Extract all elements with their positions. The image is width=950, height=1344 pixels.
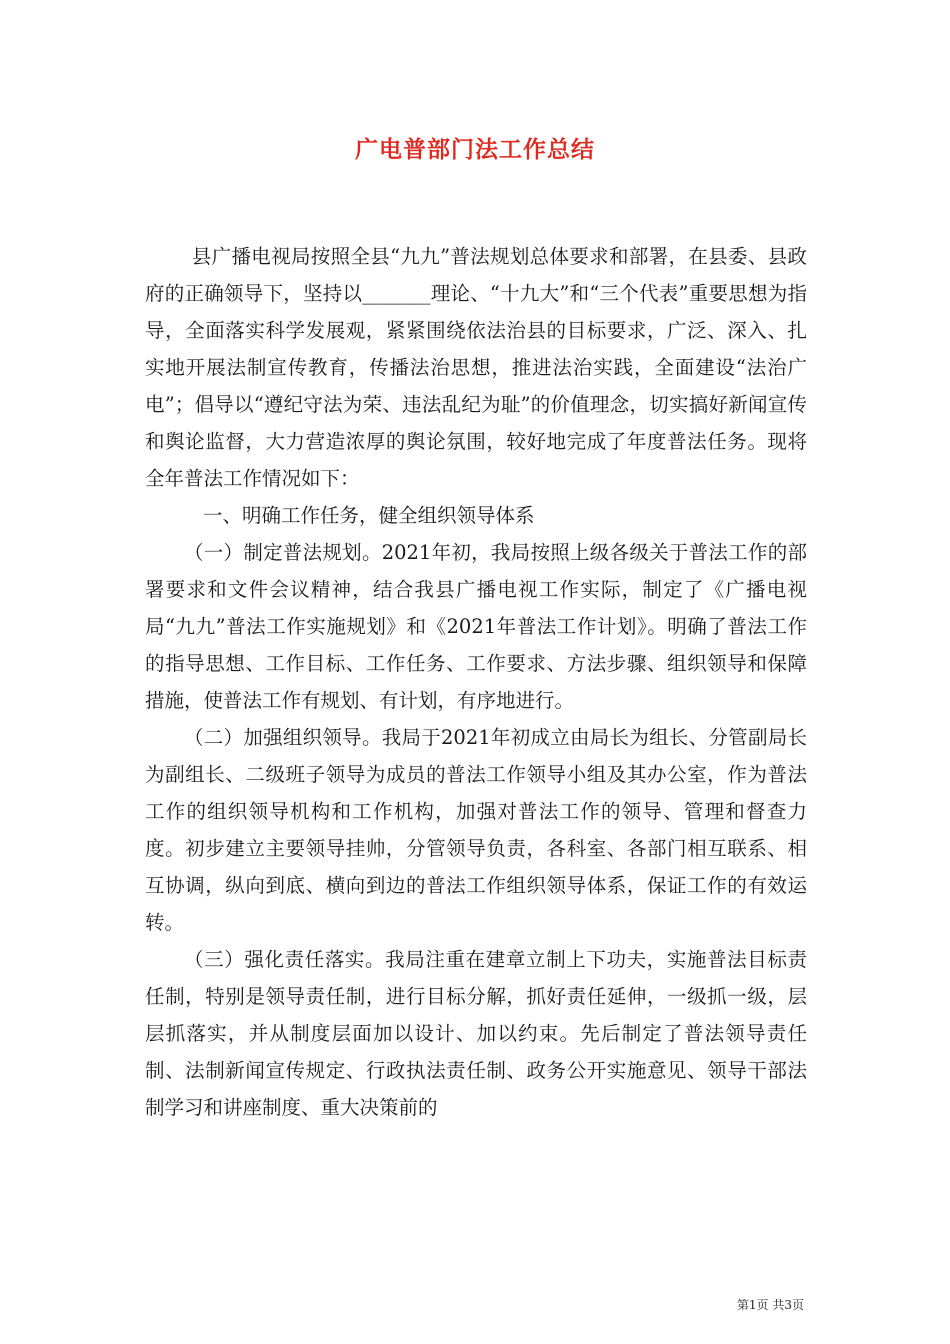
paragraph-responsibility: （三）强化责任落实。我局注重在建章立制上下功夫，实施普法目标责任制，特别是领导责任制，进行目标分解，抓好责任延伸，一级抓一级，层层抓落实，并从制度层面加以设计、加以约束。先后制定了普法领导责任制、法制新闻宣传规定、行政执法责任制、政务公开实施意见、领导干部法制学习和讲座制度、重大决策前的 xyxy=(145,948,807,1119)
intro-paragraph: 县广播电视局按照全县“九九”普法规划总体要求和部署，在县委、县政府的正确领导下，坚持以_______理论、“十九大”和“三个代表”重要思想为指导，全面落实科学发展观，紧紧围绕依法治县的目标要求，广泛、深入、扎实地开展法制宣传教育，传播法治思想，推进法治实践，全面建设“法治广电”；倡导以“遵纪守法为荣、违法乱纪为耻”的价值理念，切实搞好新闻宣传和舆论监督，大力营造浓厚的舆论氛围，较好地完成了年度普法任务。现将全年普法工作情况如下： xyxy=(145,245,807,490)
paragraph-leadership: （二）加强组织领导。我局于2021年初成立由局长为组长、分管副局长为副组长、二级班子领导为成员的普法工作领导小组及其办公室，作为普法工作的组织领导机构和工作机构，加强对普法工作的领导、管理和督查力度。初步建立主要领导挂帅，分管领导负责，各科室、各部门相互联系、相互协调，纵向到底、横向到边的普法工作组织领导体系，保证工作的有效运转。 xyxy=(145,726,807,934)
document-body xyxy=(145,238,807,1126)
paragraph-plan: （一）制定普法规划。2021年初，我局按照上级各级关于普法工作的部署要求和文件会议精神，结合我县广播电视工作实际，制定了《广播电视局“九九”普法工作实施规划》和《2021年普法工作计划》。明确了普法工作的指导思想、工作目标、工作任务、工作要求、方法步骤、组织领导和保障措施，使普法工作有规划、有计划，有序地进行。 xyxy=(145,541,807,712)
page-number: 第1页 共3页 xyxy=(736,1298,804,1312)
document-title: 广电普部门法工作总结 xyxy=(355,136,595,163)
section-heading: 一、明确工作任务，健全组织领导体系 xyxy=(203,504,535,527)
